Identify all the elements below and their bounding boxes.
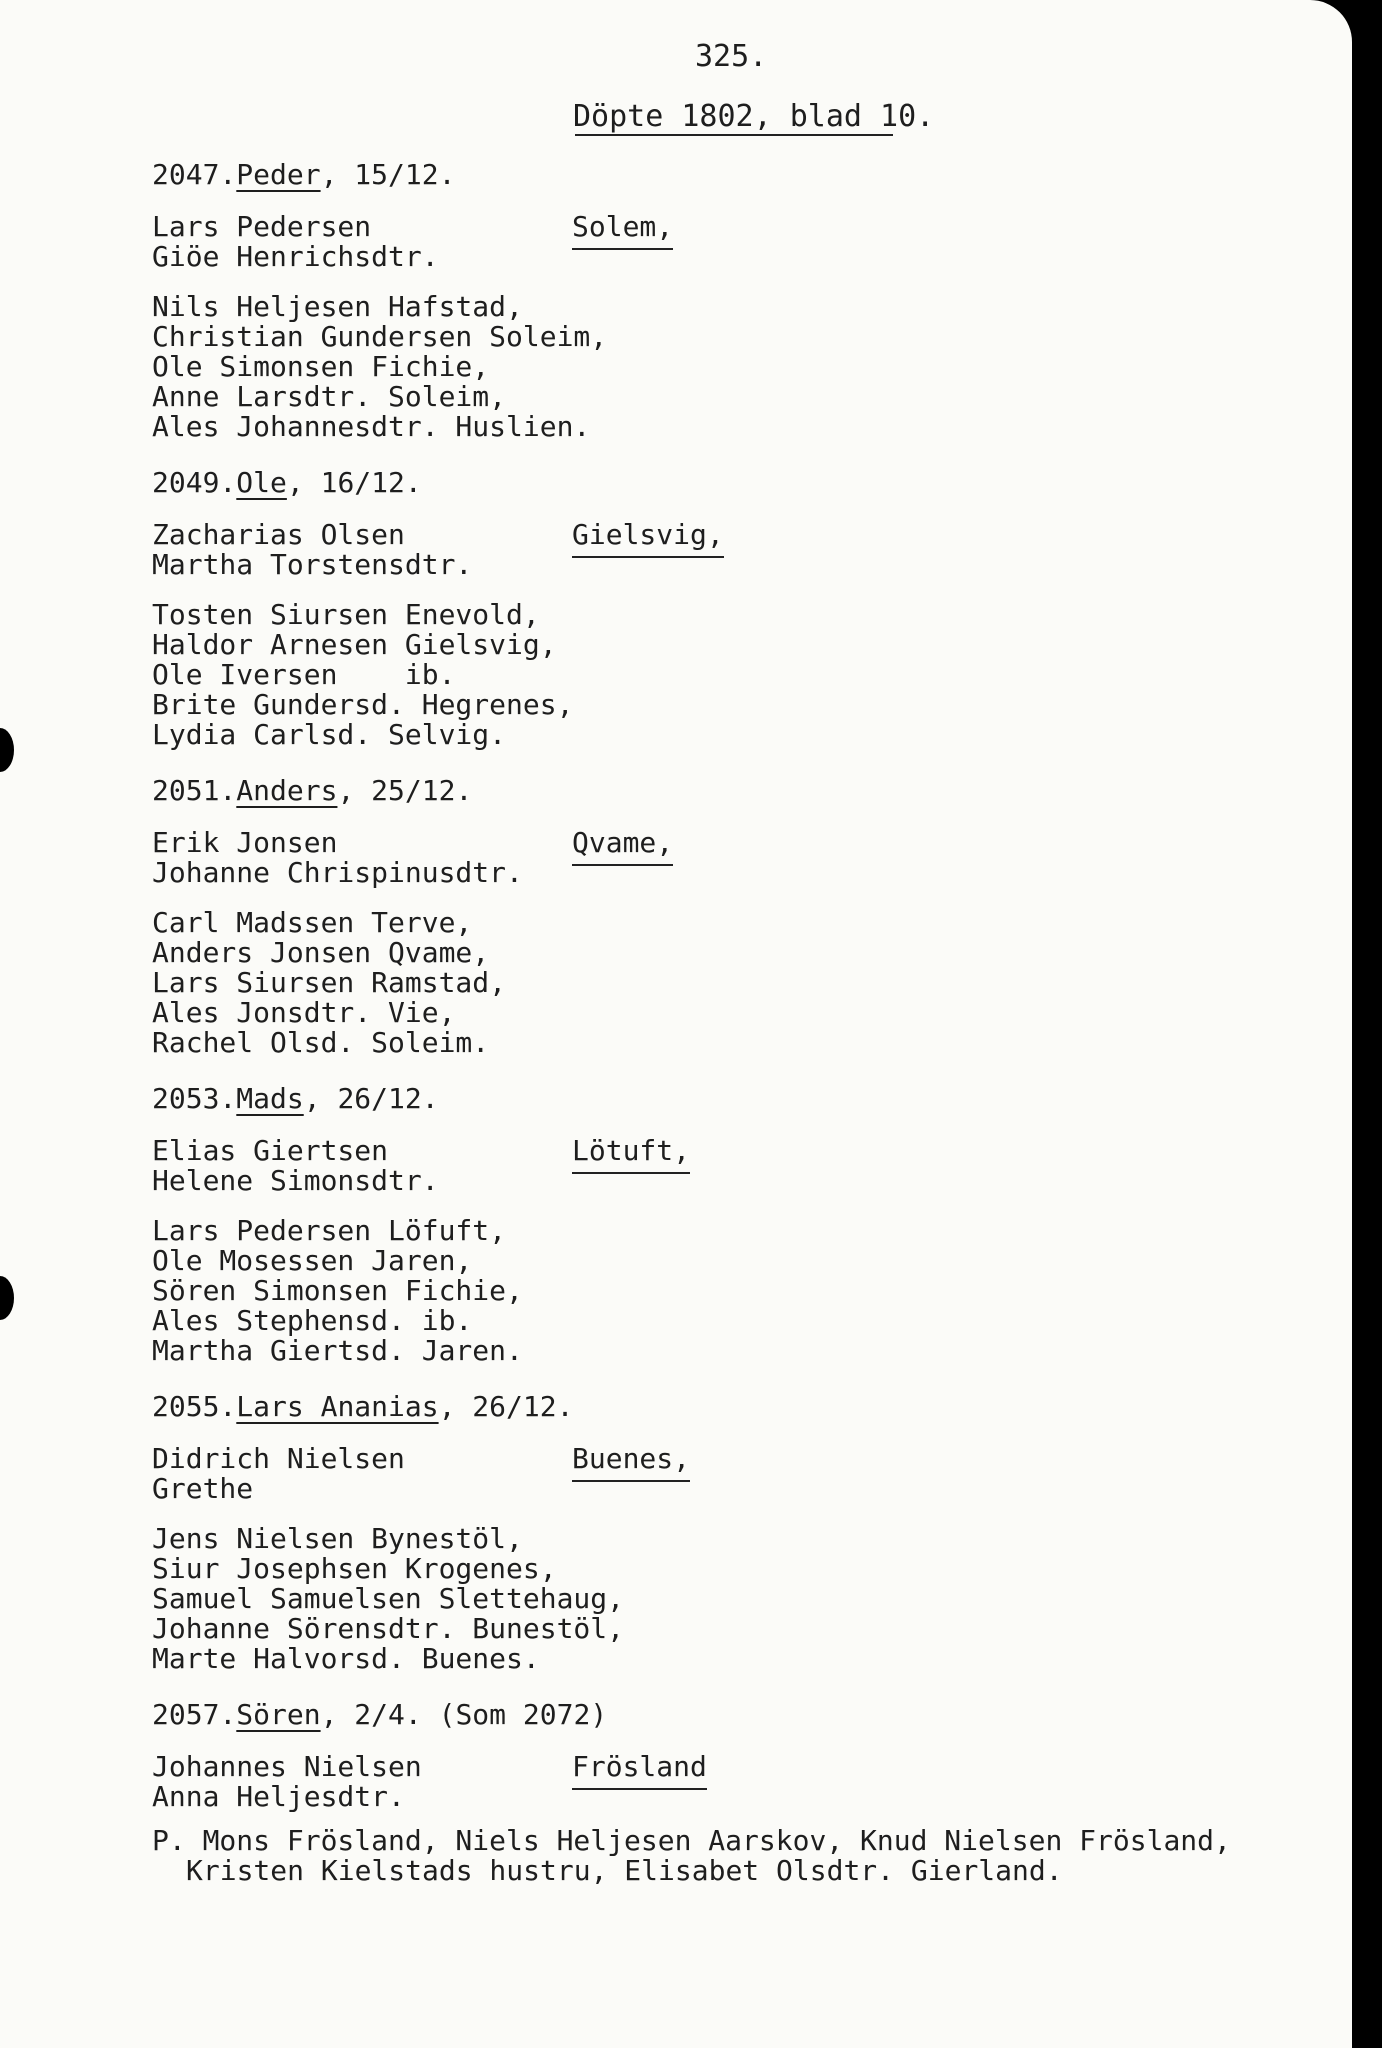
father-name: Zacharias Olsen bbox=[152, 518, 405, 551]
godparent-line: Rachel Olsd. Soleim. bbox=[152, 1026, 490, 1059]
parents-block bbox=[152, 1136, 1312, 1196]
father-name: Johannes Nielsen bbox=[152, 1750, 422, 1783]
godparent-line: Samuel Samuelsen Slettehaug, bbox=[152, 1582, 625, 1615]
godparents-list bbox=[152, 1216, 1312, 1366]
entry-number: 2047. bbox=[152, 158, 237, 191]
parents-block bbox=[152, 1752, 1312, 1812]
father-name: Erik Jonsen bbox=[152, 826, 338, 859]
entry-date: , 15/12. bbox=[320, 158, 456, 191]
child-name: Lars Ananias bbox=[236, 1390, 439, 1423]
father-name: Lars Pedersen bbox=[152, 210, 372, 243]
godparents-list bbox=[152, 1524, 1312, 1674]
godparent-line: Lars Siursen Ramstad, bbox=[152, 966, 507, 999]
godparent-line: Ole Mosessen Jaren, bbox=[152, 1244, 473, 1277]
baptism-entry bbox=[152, 1700, 1312, 1886]
baptism-entry bbox=[152, 160, 1312, 442]
child-name: Sören bbox=[236, 1698, 321, 1731]
godparent-line: Ales Stephensd. ib. bbox=[152, 1304, 473, 1337]
farm-place: Frösland bbox=[572, 1752, 707, 1790]
entry-date: , 2/4. (Som 2072) bbox=[320, 1698, 608, 1731]
child-name: Ole bbox=[236, 466, 287, 499]
godparent-line: Siur Josephsen Krogenes, bbox=[152, 1552, 557, 1585]
godparents-list bbox=[152, 908, 1312, 1058]
mother-name: Helene Simonsdtr. bbox=[152, 1164, 439, 1197]
mother-name: Giöe Henrichsdtr. bbox=[152, 240, 439, 273]
godparents-list bbox=[152, 600, 1312, 750]
child-name: Anders bbox=[236, 774, 338, 807]
mother-name: Anna Heljesdtr. bbox=[152, 1780, 405, 1813]
mother-name: Grethe bbox=[152, 1472, 254, 1505]
child-name: Peder bbox=[236, 158, 321, 191]
entry-date: , 26/12. bbox=[438, 1390, 574, 1423]
godparent-line: Anne Larsdtr. Soleim, bbox=[152, 380, 507, 413]
entry-number: 2051. bbox=[152, 774, 237, 807]
entry-heading bbox=[152, 468, 1312, 498]
parents-block bbox=[152, 212, 1312, 272]
parents-block bbox=[152, 828, 1312, 888]
parents-block bbox=[152, 520, 1312, 580]
godparent-line: Lydia Carlsd. Selvig. bbox=[152, 718, 507, 751]
father-name: Didrich Nielsen bbox=[152, 1442, 405, 1475]
godparent-line: Ales Johannesdtr. Huslien. bbox=[152, 410, 591, 443]
godparent-line: Jens Nielsen Bynestöl, bbox=[152, 1522, 523, 1555]
header-underline bbox=[575, 134, 893, 136]
note-line: Kristen Kielstads hustru, Elisabet Olsdtr. Gierland. bbox=[186, 1854, 1063, 1887]
godparent-line: Carl Madssen Terve, bbox=[152, 906, 473, 939]
godparent-line: Christian Gundersen Soleim, bbox=[152, 320, 608, 353]
godparent-line: Anders Jonsen Qvame, bbox=[152, 936, 490, 969]
godparent-line: Nils Heljesen Hafstad, bbox=[152, 290, 523, 323]
sheet-header: Döpte 1802, blad 10. bbox=[573, 99, 935, 134]
entry-heading bbox=[152, 1084, 1312, 1114]
entry-number: 2055. bbox=[152, 1390, 237, 1423]
punch-hole bbox=[0, 728, 14, 772]
entry-date: , 26/12. bbox=[303, 1082, 439, 1115]
entry-number: 2053. bbox=[152, 1082, 237, 1115]
godparents-note bbox=[152, 1826, 1312, 1886]
godparent-line: Tosten Siursen Enevold, bbox=[152, 598, 540, 631]
baptism-entry bbox=[152, 776, 1312, 1058]
godparent-line: Ales Jonsdtr. Vie, bbox=[152, 996, 456, 1029]
godparent-line: Sören Simonsen Fichie, bbox=[152, 1274, 523, 1307]
entry-heading bbox=[152, 160, 1312, 190]
godparent-line: Johanne Sörensdtr. Bunestöl, bbox=[152, 1612, 625, 1645]
parents-block bbox=[152, 1444, 1312, 1504]
entry-date: , 16/12. bbox=[286, 466, 422, 499]
child-name: Mads bbox=[236, 1082, 304, 1115]
baptism-entries bbox=[152, 160, 1312, 1912]
farm-place: Solem, bbox=[572, 212, 673, 250]
mother-name: Martha Torstensdtr. bbox=[152, 548, 473, 581]
father-name: Elias Giertsen bbox=[152, 1134, 389, 1167]
godparent-line: Brite Gundersd. Hegrenes, bbox=[152, 688, 574, 721]
entry-heading bbox=[152, 1392, 1312, 1422]
page-number: 325. bbox=[695, 39, 768, 74]
punch-hole bbox=[0, 1276, 14, 1320]
entry-date: , 25/12. bbox=[337, 774, 473, 807]
godparents-list bbox=[152, 292, 1312, 442]
entry-number: 2049. bbox=[152, 466, 237, 499]
godparent-line: Lars Pedersen Löfuft, bbox=[152, 1214, 507, 1247]
mother-name: Johanne Chrispinusdtr. bbox=[152, 856, 523, 889]
baptism-entry bbox=[152, 468, 1312, 750]
godparent-line: Haldor Arnesen Gielsvig, bbox=[152, 628, 557, 661]
entry-number: 2057. bbox=[152, 1698, 237, 1731]
godparent-line: Martha Giertsd. Jaren. bbox=[152, 1334, 523, 1367]
note-line: P. Mons Frösland, Niels Heljesen Aarskov, Knud Nielsen Frösland, bbox=[152, 1824, 1231, 1857]
farm-place: Qvame, bbox=[572, 828, 673, 866]
godparent-line: Ole Iversen ib. bbox=[152, 658, 456, 691]
entry-heading bbox=[152, 1700, 1312, 1730]
farm-place: Buenes, bbox=[572, 1444, 690, 1482]
farm-place: Gielsvig, bbox=[572, 520, 724, 558]
baptism-entry bbox=[152, 1084, 1312, 1366]
entry-heading bbox=[152, 776, 1312, 806]
godparent-line: Marte Halvorsd. Buenes. bbox=[152, 1642, 540, 1675]
baptism-entry bbox=[152, 1392, 1312, 1674]
godparent-line: Ole Simonsen Fichie, bbox=[152, 350, 490, 383]
farm-place: Lötuft, bbox=[572, 1136, 690, 1174]
